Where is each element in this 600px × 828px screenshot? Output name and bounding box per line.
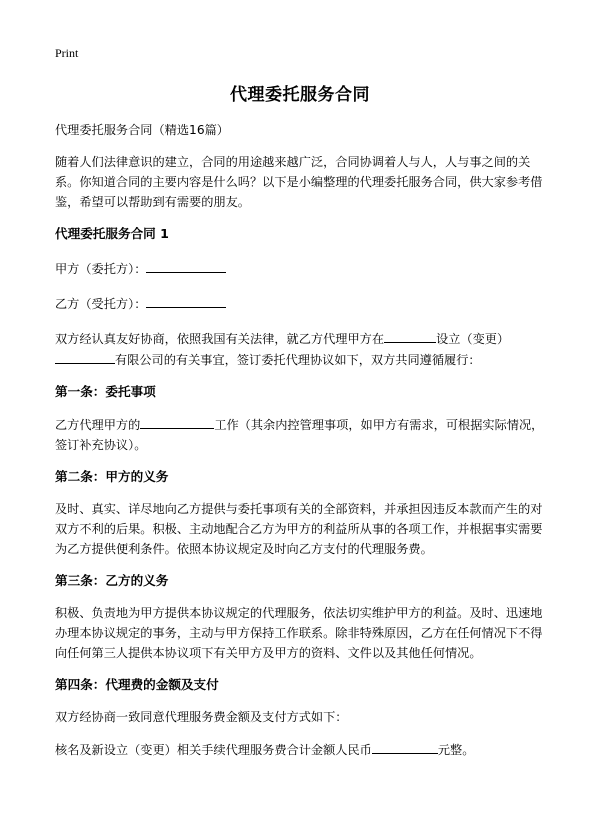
fee-amount-blank <box>372 739 438 754</box>
party-a-label: 甲方（委托方）： <box>55 262 147 276</box>
intro-paragraph: 随着人们法律意识的建立，合同的用途越来越广泛，合同协调着人与人，人与事之间的关系。你知道合同的主要内容是什么吗？以下是小编整理的代理委托服务合同，供大家参考借鉴，希望可以帮助到有需要的朋友。 <box>55 155 543 209</box>
location-blank <box>384 328 436 343</box>
agreement-text-1: 双方经认真友好协商，依照我国有关法律，就乙方代理甲方在 <box>55 332 385 346</box>
article-1-text-1: 乙方代理甲方的 <box>55 418 141 432</box>
fee-line <box>55 739 548 760</box>
work-item-blank <box>140 414 214 429</box>
document-title: 代理委托服务合同 <box>230 85 370 105</box>
article-1-paragraph <box>55 414 548 455</box>
article-2-heading: 第二条：甲方的义务 <box>55 469 169 484</box>
fee-text-2: 元整。 <box>437 743 475 757</box>
agreement-text-3: 有限公司的有关事宜，签订委托代理协议如下，双方共同遵循履行： <box>115 353 481 367</box>
company-name-blank <box>55 349 115 364</box>
print-link[interactable]: Print <box>55 46 79 60</box>
agreement-text-2: 设立（变更） <box>436 332 510 346</box>
party-a-blank <box>146 258 226 273</box>
article-4-paragraph: 双方经协商一致同意代理服务费金额及支付方式如下： <box>55 710 348 724</box>
article-2-paragraph: 及时、真实、详尽地向乙方提供与委托事项有关的全部资料，并承担因违反本款而产生的对双方不利的后果。积极、主动地配合乙方为甲方的利益所从事的各项工作，并根据事实需要为乙方提供便利条件。依照本协议规定及时向乙方支付的代理服务费。 <box>55 502 543 556</box>
article-1-text-2: 工作（其余内控管理事项，如甲方有需求，可根据实际情况，签订补充协议）。 <box>55 418 544 452</box>
article-1-heading: 第一条：委托事项 <box>55 384 156 399</box>
party-a-line <box>55 258 548 279</box>
document-body <box>55 120 548 772</box>
fee-text-1: 核名及新设立（变更）相关手续代理服务费合计金额人民币 <box>55 743 372 757</box>
article-4-heading: 第四条：代理费的金额及支付 <box>55 677 219 692</box>
contract-heading: 代理委托服务合同 1 <box>55 226 169 241</box>
party-b-blank <box>146 293 226 308</box>
agreement-paragraph <box>55 328 548 370</box>
party-b-line <box>55 293 548 314</box>
party-b-label: 乙方（受托方）： <box>55 297 147 311</box>
article-3-heading: 第三条：乙方的义务 <box>55 573 169 588</box>
article-3-paragraph: 积极、负责地为甲方提供本协议规定的代理服务，依法切实维护甲方的利益。及时、迅速地办理本协议规定的事务，主动与甲方保持工作联系。除非特殊原因，乙方在任何情况下不得向任何第三人提供本协议项下有关甲方及甲方的资料、文件以及其他任何情况。 <box>55 606 543 660</box>
subtitle: 代理委托服务合同（精选16篇） <box>55 123 229 137</box>
